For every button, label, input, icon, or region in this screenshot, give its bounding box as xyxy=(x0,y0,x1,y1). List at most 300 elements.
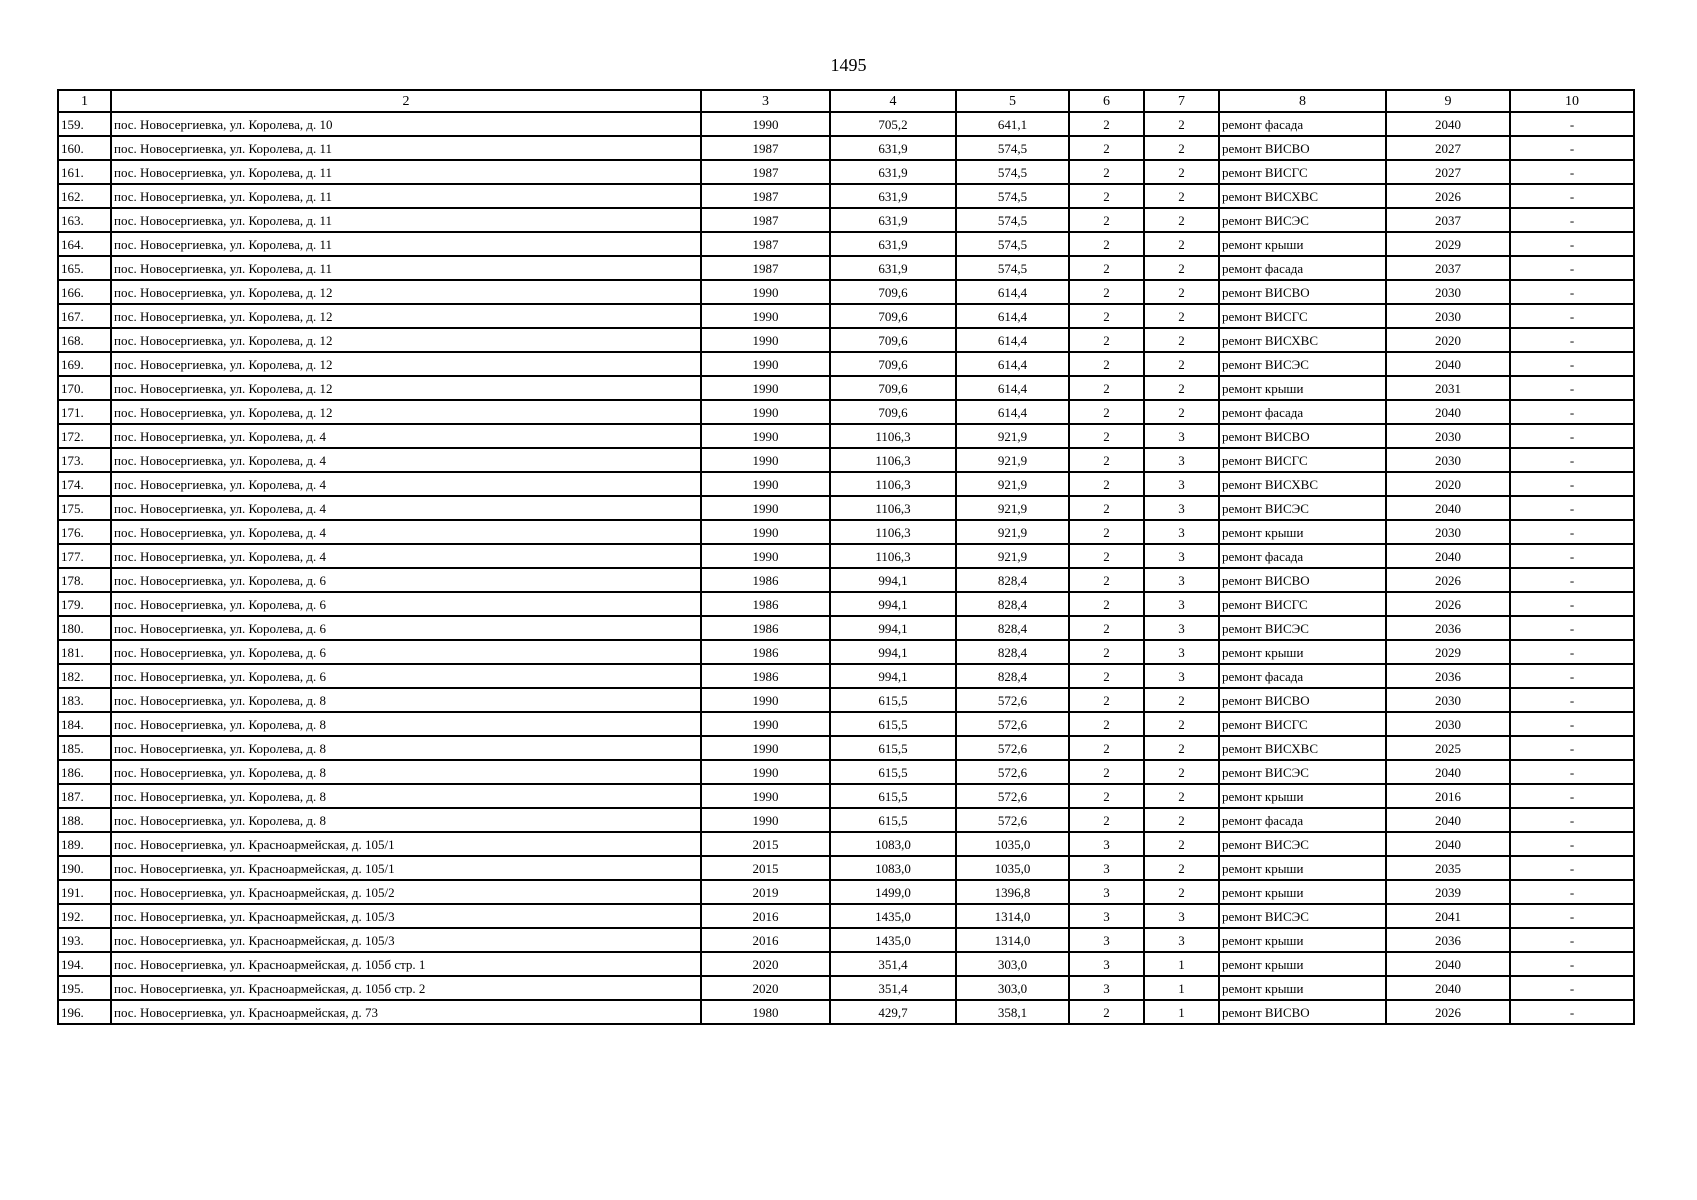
planned-year-cell: 2030 xyxy=(1386,448,1510,472)
address-cell: пос. Новосергиевка, ул. Королева, д. 6 xyxy=(111,592,701,616)
planned-year-cell: 2036 xyxy=(1386,664,1510,688)
address-cell: пос. Новосергиевка, ул. Королева, д. 6 xyxy=(111,568,701,592)
address-cell: пос. Новосергиевка, ул. Королева, д. 4 xyxy=(111,472,701,496)
year-built-cell: 1986 xyxy=(701,616,830,640)
address-cell: пос. Новосергиевка, ул. Королева, д. 6 xyxy=(111,616,701,640)
planned-year-cell: 2040 xyxy=(1386,832,1510,856)
address-cell: пос. Новосергиевка, ул. Красноармейская, д. 105/3 xyxy=(111,904,701,928)
table-row xyxy=(58,808,1634,832)
entrances-cell: 2 xyxy=(1144,136,1219,160)
table-row xyxy=(58,184,1634,208)
total-area-cell: 1083,0 xyxy=(830,832,956,856)
total-area-cell: 351,4 xyxy=(830,976,956,1000)
floors-cell: 2 xyxy=(1069,304,1144,328)
floors-cell: 2 xyxy=(1069,520,1144,544)
work-type-cell: ремонт ВИСЭС xyxy=(1219,760,1386,784)
address-cell: пос. Новосергиевка, ул. Королева, д. 11 xyxy=(111,208,701,232)
note-cell: - xyxy=(1510,232,1634,256)
address-cell: пос. Новосергиевка, ул. Королева, д. 11 xyxy=(111,160,701,184)
column-header: 7 xyxy=(1144,90,1219,112)
address-cell: пос. Новосергиевка, ул. Королева, д. 4 xyxy=(111,520,701,544)
floors-cell: 2 xyxy=(1069,448,1144,472)
floors-cell: 3 xyxy=(1069,832,1144,856)
column-header: 9 xyxy=(1386,90,1510,112)
address-cell: пос. Новосергиевка, ул. Королева, д. 6 xyxy=(111,640,701,664)
entrances-cell: 2 xyxy=(1144,112,1219,136)
note-cell: - xyxy=(1510,784,1634,808)
total-area-cell: 709,6 xyxy=(830,328,956,352)
work-type-cell: ремонт фасада xyxy=(1219,808,1386,832)
note-cell: - xyxy=(1510,568,1634,592)
address-cell: пос. Новосергиевка, ул. Королева, д. 12 xyxy=(111,352,701,376)
row-number-cell: 174. xyxy=(58,472,111,496)
entrances-cell: 3 xyxy=(1144,616,1219,640)
note-cell: - xyxy=(1510,472,1634,496)
living-area-cell: 1314,0 xyxy=(956,928,1069,952)
year-built-cell: 1986 xyxy=(701,664,830,688)
table-row xyxy=(58,424,1634,448)
entrances-cell: 2 xyxy=(1144,760,1219,784)
row-number-cell: 180. xyxy=(58,616,111,640)
note-cell: - xyxy=(1510,328,1634,352)
total-area-cell: 631,9 xyxy=(830,232,956,256)
living-area-cell: 641,1 xyxy=(956,112,1069,136)
address-cell: пос. Новосергиевка, ул. Королева, д. 8 xyxy=(111,688,701,712)
entrances-cell: 2 xyxy=(1144,160,1219,184)
row-number-cell: 192. xyxy=(58,904,111,928)
row-number-cell: 164. xyxy=(58,232,111,256)
total-area-cell: 1106,3 xyxy=(830,520,956,544)
table-body xyxy=(58,112,1634,1024)
repair-schedule-table xyxy=(57,89,1635,1025)
total-area-cell: 994,1 xyxy=(830,616,956,640)
work-type-cell: ремонт фасада xyxy=(1219,400,1386,424)
entrances-cell: 1 xyxy=(1144,976,1219,1000)
living-area-cell: 1314,0 xyxy=(956,904,1069,928)
planned-year-cell: 2040 xyxy=(1386,976,1510,1000)
year-built-cell: 1990 xyxy=(701,448,830,472)
planned-year-cell: 2036 xyxy=(1386,928,1510,952)
total-area-cell: 709,6 xyxy=(830,304,956,328)
living-area-cell: 303,0 xyxy=(956,952,1069,976)
work-type-cell: ремонт крыши xyxy=(1219,784,1386,808)
planned-year-cell: 2029 xyxy=(1386,640,1510,664)
year-built-cell: 1987 xyxy=(701,232,830,256)
living-area-cell: 614,4 xyxy=(956,400,1069,424)
column-header: 10 xyxy=(1510,90,1634,112)
address-cell: пос. Новосергиевка, ул. Королева, д. 12 xyxy=(111,400,701,424)
column-number-row xyxy=(58,90,1634,112)
living-area-cell: 574,5 xyxy=(956,184,1069,208)
total-area-cell: 631,9 xyxy=(830,160,956,184)
table-row xyxy=(58,472,1634,496)
note-cell: - xyxy=(1510,160,1634,184)
work-type-cell: ремонт ВИСГС xyxy=(1219,712,1386,736)
note-cell: - xyxy=(1510,448,1634,472)
living-area-cell: 572,6 xyxy=(956,688,1069,712)
floors-cell: 2 xyxy=(1069,424,1144,448)
total-area-cell: 994,1 xyxy=(830,568,956,592)
floors-cell: 2 xyxy=(1069,232,1144,256)
total-area-cell: 615,5 xyxy=(830,688,956,712)
table-row xyxy=(58,784,1634,808)
year-built-cell: 1990 xyxy=(701,712,830,736)
work-type-cell: ремонт ВИСЭС xyxy=(1219,208,1386,232)
row-number-cell: 193. xyxy=(58,928,111,952)
column-header: 6 xyxy=(1069,90,1144,112)
entrances-cell: 3 xyxy=(1144,928,1219,952)
living-area-cell: 1035,0 xyxy=(956,856,1069,880)
table-row xyxy=(58,328,1634,352)
table-row xyxy=(58,352,1634,376)
table-row xyxy=(58,1000,1634,1024)
living-area-cell: 572,6 xyxy=(956,760,1069,784)
note-cell: - xyxy=(1510,880,1634,904)
living-area-cell: 921,9 xyxy=(956,544,1069,568)
living-area-cell: 572,6 xyxy=(956,712,1069,736)
note-cell: - xyxy=(1510,664,1634,688)
planned-year-cell: 2020 xyxy=(1386,472,1510,496)
planned-year-cell: 2040 xyxy=(1386,952,1510,976)
floors-cell: 2 xyxy=(1069,592,1144,616)
floors-cell: 2 xyxy=(1069,1000,1144,1024)
entrances-cell: 2 xyxy=(1144,400,1219,424)
floors-cell: 2 xyxy=(1069,544,1144,568)
year-built-cell: 2015 xyxy=(701,832,830,856)
living-area-cell: 1035,0 xyxy=(956,832,1069,856)
planned-year-cell: 2026 xyxy=(1386,568,1510,592)
planned-year-cell: 2025 xyxy=(1386,736,1510,760)
year-built-cell: 1986 xyxy=(701,592,830,616)
entrances-cell: 2 xyxy=(1144,784,1219,808)
living-area-cell: 614,4 xyxy=(956,376,1069,400)
entrances-cell: 2 xyxy=(1144,232,1219,256)
entrances-cell: 2 xyxy=(1144,808,1219,832)
row-number-cell: 186. xyxy=(58,760,111,784)
living-area-cell: 921,9 xyxy=(956,424,1069,448)
work-type-cell: ремонт крыши xyxy=(1219,232,1386,256)
living-area-cell: 614,4 xyxy=(956,280,1069,304)
entrances-cell: 2 xyxy=(1144,832,1219,856)
living-area-cell: 574,5 xyxy=(956,160,1069,184)
work-type-cell: ремонт крыши xyxy=(1219,880,1386,904)
living-area-cell: 574,5 xyxy=(956,208,1069,232)
floors-cell: 2 xyxy=(1069,376,1144,400)
year-built-cell: 1987 xyxy=(701,184,830,208)
work-type-cell: ремонт ВИСЭС xyxy=(1219,496,1386,520)
entrances-cell: 2 xyxy=(1144,184,1219,208)
note-cell: - xyxy=(1510,928,1634,952)
floors-cell: 2 xyxy=(1069,496,1144,520)
entrances-cell: 2 xyxy=(1144,352,1219,376)
entrances-cell: 2 xyxy=(1144,280,1219,304)
note-cell: - xyxy=(1510,424,1634,448)
entrances-cell: 2 xyxy=(1144,256,1219,280)
planned-year-cell: 2040 xyxy=(1386,808,1510,832)
note-cell: - xyxy=(1510,256,1634,280)
address-cell: пос. Новосергиевка, ул. Красноармейская, д. 73 xyxy=(111,1000,701,1024)
work-type-cell: ремонт крыши xyxy=(1219,928,1386,952)
living-area-cell: 1396,8 xyxy=(956,880,1069,904)
column-header: 2 xyxy=(111,90,701,112)
address-cell: пос. Новосергиевка, ул. Королева, д. 8 xyxy=(111,784,701,808)
total-area-cell: 1435,0 xyxy=(830,904,956,928)
address-cell: пос. Новосергиевка, ул. Королева, д. 8 xyxy=(111,712,701,736)
living-area-cell: 614,4 xyxy=(956,328,1069,352)
table-row xyxy=(58,856,1634,880)
address-cell: пос. Новосергиевка, ул. Королева, д. 8 xyxy=(111,736,701,760)
entrances-cell: 2 xyxy=(1144,304,1219,328)
planned-year-cell: 2040 xyxy=(1386,496,1510,520)
total-area-cell: 1106,3 xyxy=(830,544,956,568)
work-type-cell: ремонт ВИСЭС xyxy=(1219,616,1386,640)
note-cell: - xyxy=(1510,544,1634,568)
entrances-cell: 3 xyxy=(1144,496,1219,520)
total-area-cell: 709,6 xyxy=(830,376,956,400)
note-cell: - xyxy=(1510,712,1634,736)
year-built-cell: 1990 xyxy=(701,424,830,448)
year-built-cell: 1990 xyxy=(701,736,830,760)
entrances-cell: 2 xyxy=(1144,880,1219,904)
entrances-cell: 3 xyxy=(1144,520,1219,544)
table-row xyxy=(58,160,1634,184)
work-type-cell: ремонт крыши xyxy=(1219,952,1386,976)
row-number-cell: 177. xyxy=(58,544,111,568)
address-cell: пос. Новосергиевка, ул. Королева, д. 4 xyxy=(111,448,701,472)
floors-cell: 2 xyxy=(1069,160,1144,184)
entrances-cell: 2 xyxy=(1144,712,1219,736)
planned-year-cell: 2030 xyxy=(1386,304,1510,328)
living-area-cell: 358,1 xyxy=(956,1000,1069,1024)
floors-cell: 2 xyxy=(1069,736,1144,760)
entrances-cell: 3 xyxy=(1144,568,1219,592)
row-number-cell: 165. xyxy=(58,256,111,280)
work-type-cell: ремонт ВИСХВС xyxy=(1219,328,1386,352)
note-cell: - xyxy=(1510,592,1634,616)
living-area-cell: 574,5 xyxy=(956,136,1069,160)
planned-year-cell: 2029 xyxy=(1386,232,1510,256)
year-built-cell: 1990 xyxy=(701,328,830,352)
note-cell: - xyxy=(1510,952,1634,976)
year-built-cell: 1990 xyxy=(701,760,830,784)
entrances-cell: 1 xyxy=(1144,1000,1219,1024)
note-cell: - xyxy=(1510,640,1634,664)
year-built-cell: 1990 xyxy=(701,520,830,544)
work-type-cell: ремонт ВИСГС xyxy=(1219,304,1386,328)
note-cell: - xyxy=(1510,976,1634,1000)
note-cell: - xyxy=(1510,304,1634,328)
table-row xyxy=(58,280,1634,304)
living-area-cell: 828,4 xyxy=(956,616,1069,640)
entrances-cell: 2 xyxy=(1144,856,1219,880)
table-row xyxy=(58,208,1634,232)
planned-year-cell: 2040 xyxy=(1386,544,1510,568)
row-number-cell: 182. xyxy=(58,664,111,688)
total-area-cell: 615,5 xyxy=(830,784,956,808)
row-number-cell: 188. xyxy=(58,808,111,832)
living-area-cell: 574,5 xyxy=(956,256,1069,280)
column-header: 5 xyxy=(956,90,1069,112)
entrances-cell: 3 xyxy=(1144,640,1219,664)
table-row xyxy=(58,400,1634,424)
entrances-cell: 3 xyxy=(1144,424,1219,448)
total-area-cell: 1106,3 xyxy=(830,448,956,472)
floors-cell: 2 xyxy=(1069,712,1144,736)
work-type-cell: ремонт крыши xyxy=(1219,976,1386,1000)
total-area-cell: 631,9 xyxy=(830,136,956,160)
row-number-cell: 191. xyxy=(58,880,111,904)
total-area-cell: 709,6 xyxy=(830,400,956,424)
floors-cell: 2 xyxy=(1069,256,1144,280)
work-type-cell: ремонт крыши xyxy=(1219,640,1386,664)
note-cell: - xyxy=(1510,400,1634,424)
planned-year-cell: 2030 xyxy=(1386,712,1510,736)
planned-year-cell: 2036 xyxy=(1386,616,1510,640)
floors-cell: 2 xyxy=(1069,784,1144,808)
row-number-cell: 176. xyxy=(58,520,111,544)
address-cell: пос. Новосергиевка, ул. Королева, д. 12 xyxy=(111,376,701,400)
table-row xyxy=(58,376,1634,400)
row-number-cell: 160. xyxy=(58,136,111,160)
planned-year-cell: 2027 xyxy=(1386,160,1510,184)
address-cell: пос. Новосергиевка, ул. Королева, д. 12 xyxy=(111,328,701,352)
row-number-cell: 183. xyxy=(58,688,111,712)
year-built-cell: 1986 xyxy=(701,568,830,592)
note-cell: - xyxy=(1510,280,1634,304)
year-built-cell: 1987 xyxy=(701,136,830,160)
planned-year-cell: 2031 xyxy=(1386,376,1510,400)
work-type-cell: ремонт ВИСГС xyxy=(1219,592,1386,616)
address-cell: пос. Новосергиевка, ул. Королева, д. 12 xyxy=(111,280,701,304)
year-built-cell: 1990 xyxy=(701,304,830,328)
floors-cell: 2 xyxy=(1069,568,1144,592)
year-built-cell: 1990 xyxy=(701,544,830,568)
entrances-cell: 3 xyxy=(1144,592,1219,616)
row-number-cell: 185. xyxy=(58,736,111,760)
note-cell: - xyxy=(1510,688,1634,712)
row-number-cell: 167. xyxy=(58,304,111,328)
note-cell: - xyxy=(1510,1000,1634,1024)
address-cell: пос. Новосергиевка, ул. Королева, д. 4 xyxy=(111,496,701,520)
table-row xyxy=(58,976,1634,1000)
column-header: 1 xyxy=(58,90,111,112)
row-number-cell: 181. xyxy=(58,640,111,664)
address-cell: пос. Новосергиевка, ул. Королева, д. 8 xyxy=(111,808,701,832)
row-number-cell: 163. xyxy=(58,208,111,232)
floors-cell: 2 xyxy=(1069,688,1144,712)
row-number-cell: 178. xyxy=(58,568,111,592)
total-area-cell: 1435,0 xyxy=(830,928,956,952)
address-cell: пос. Новосергиевка, ул. Королева, д. 10 xyxy=(111,112,701,136)
address-cell: пос. Новосергиевка, ул. Королева, д. 4 xyxy=(111,424,701,448)
note-cell: - xyxy=(1510,352,1634,376)
planned-year-cell: 2030 xyxy=(1386,688,1510,712)
total-area-cell: 994,1 xyxy=(830,592,956,616)
entrances-cell: 2 xyxy=(1144,328,1219,352)
row-number-cell: 169. xyxy=(58,352,111,376)
planned-year-cell: 2037 xyxy=(1386,256,1510,280)
row-number-cell: 194. xyxy=(58,952,111,976)
table-row xyxy=(58,136,1634,160)
living-area-cell: 574,5 xyxy=(956,232,1069,256)
work-type-cell: ремонт ВИСВО xyxy=(1219,136,1386,160)
year-built-cell: 1990 xyxy=(701,496,830,520)
total-area-cell: 615,5 xyxy=(830,736,956,760)
year-built-cell: 1990 xyxy=(701,472,830,496)
total-area-cell: 351,4 xyxy=(830,952,956,976)
planned-year-cell: 2030 xyxy=(1386,280,1510,304)
entrances-cell: 1 xyxy=(1144,952,1219,976)
planned-year-cell: 2035 xyxy=(1386,856,1510,880)
table-row xyxy=(58,520,1634,544)
table-row xyxy=(58,904,1634,928)
year-built-cell: 1980 xyxy=(701,1000,830,1024)
work-type-cell: ремонт ВИСХВС xyxy=(1219,472,1386,496)
entrances-cell: 3 xyxy=(1144,904,1219,928)
floors-cell: 2 xyxy=(1069,760,1144,784)
living-area-cell: 828,4 xyxy=(956,568,1069,592)
living-area-cell: 828,4 xyxy=(956,592,1069,616)
address-cell: пос. Новосергиевка, ул. Королева, д. 11 xyxy=(111,184,701,208)
planned-year-cell: 2030 xyxy=(1386,424,1510,448)
note-cell: - xyxy=(1510,208,1634,232)
living-area-cell: 572,6 xyxy=(956,736,1069,760)
floors-cell: 2 xyxy=(1069,400,1144,424)
table-row xyxy=(58,736,1634,760)
row-number-cell: 166. xyxy=(58,280,111,304)
floors-cell: 2 xyxy=(1069,184,1144,208)
row-number-cell: 196. xyxy=(58,1000,111,1024)
address-cell: пос. Новосергиевка, ул. Королева, д. 6 xyxy=(111,664,701,688)
note-cell: - xyxy=(1510,184,1634,208)
work-type-cell: ремонт крыши xyxy=(1219,520,1386,544)
planned-year-cell: 2039 xyxy=(1386,880,1510,904)
table-row xyxy=(58,544,1634,568)
work-type-cell: ремонт крыши xyxy=(1219,376,1386,400)
floors-cell: 2 xyxy=(1069,208,1144,232)
work-type-cell: ремонт ВИСХВС xyxy=(1219,736,1386,760)
entrances-cell: 2 xyxy=(1144,376,1219,400)
row-number-cell: 159. xyxy=(58,112,111,136)
row-number-cell: 173. xyxy=(58,448,111,472)
floors-cell: 2 xyxy=(1069,808,1144,832)
floors-cell: 3 xyxy=(1069,856,1144,880)
year-built-cell: 1990 xyxy=(701,112,830,136)
living-area-cell: 921,9 xyxy=(956,496,1069,520)
living-area-cell: 921,9 xyxy=(956,448,1069,472)
total-area-cell: 994,1 xyxy=(830,640,956,664)
work-type-cell: ремонт ВИСВО xyxy=(1219,280,1386,304)
row-number-cell: 189. xyxy=(58,832,111,856)
floors-cell: 3 xyxy=(1069,928,1144,952)
year-built-cell: 1990 xyxy=(701,400,830,424)
entrances-cell: 3 xyxy=(1144,664,1219,688)
table-row xyxy=(58,232,1634,256)
year-built-cell: 2016 xyxy=(701,904,830,928)
floors-cell: 2 xyxy=(1069,280,1144,304)
year-built-cell: 1990 xyxy=(701,352,830,376)
work-type-cell: ремонт фасада xyxy=(1219,544,1386,568)
entrances-cell: 2 xyxy=(1144,208,1219,232)
planned-year-cell: 2040 xyxy=(1386,400,1510,424)
floors-cell: 2 xyxy=(1069,664,1144,688)
living-area-cell: 921,9 xyxy=(956,472,1069,496)
year-built-cell: 1990 xyxy=(701,688,830,712)
year-built-cell: 1986 xyxy=(701,640,830,664)
address-cell: пос. Новосергиевка, ул. Королева, д. 11 xyxy=(111,256,701,280)
planned-year-cell: 2020 xyxy=(1386,328,1510,352)
year-built-cell: 1990 xyxy=(701,376,830,400)
